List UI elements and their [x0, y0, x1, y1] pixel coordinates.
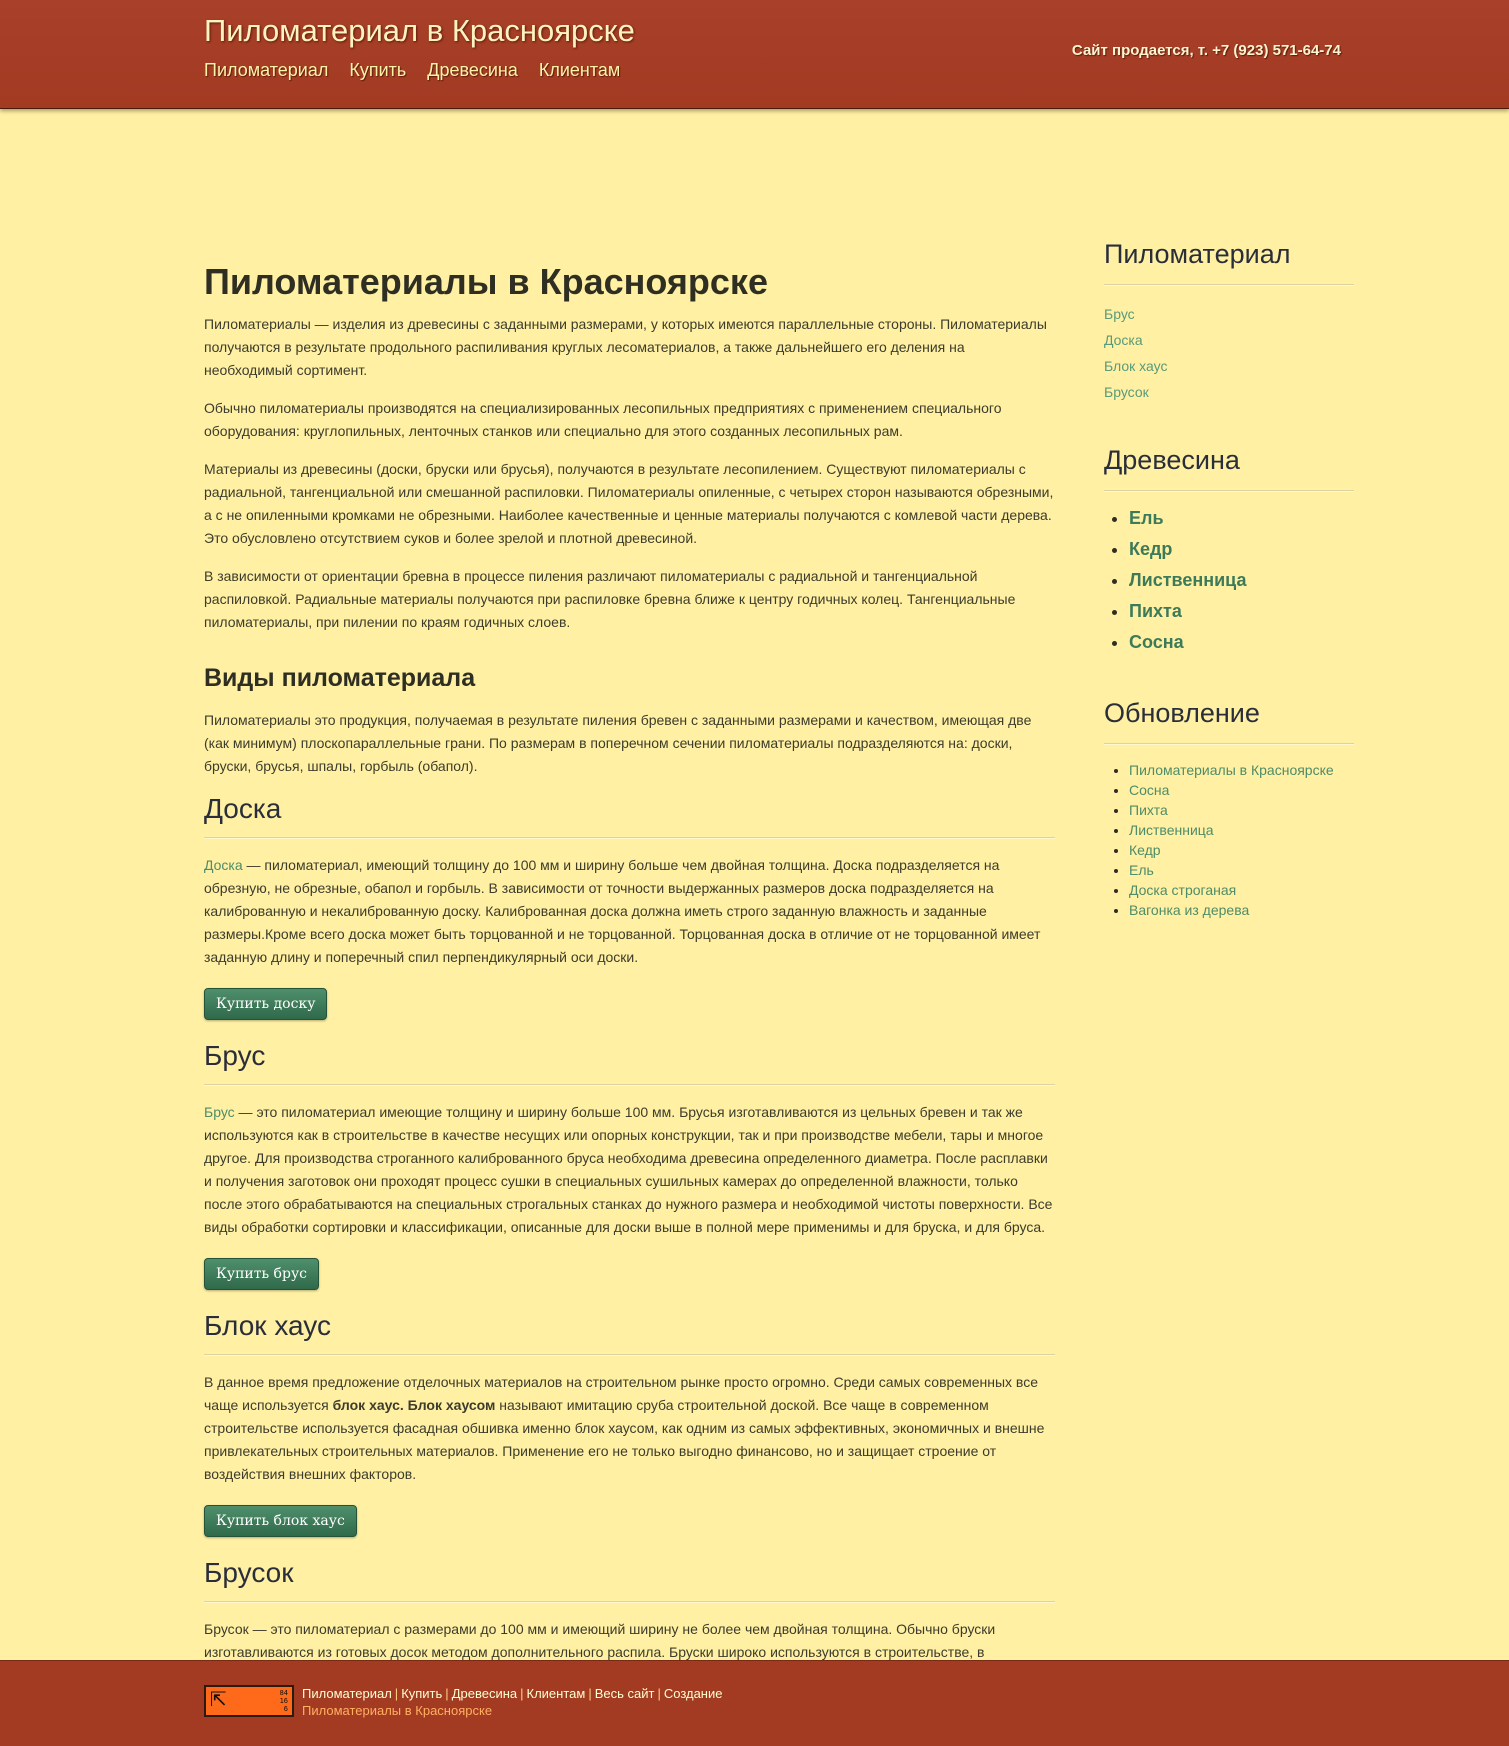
- list-item: [1129, 840, 1354, 860]
- buy-blockhouse-button[interactable]: Купить блок хаус: [204, 1505, 357, 1537]
- sidebar-updates-block: [1104, 698, 1354, 920]
- footer-separator: |: [445, 1686, 449, 1701]
- sidebar-updates-list: [1104, 760, 1354, 920]
- buy-doska-button[interactable]: Купить доску: [204, 988, 327, 1020]
- brus-link[interactable]: Брус: [204, 1104, 235, 1120]
- footer-links: [302, 1686, 722, 1701]
- sidebar-wood-block: [1104, 445, 1354, 658]
- sidebar-updates-title: Обновление: [1104, 698, 1354, 744]
- intro-paragraph: Пиломатериалы — изделия из древесины с заданными размерами, у которых имеются параллельные стороны. Пиломатериалы получаются в результате продольного распиливания круглых лесоматериалов, а также дальнейшего его деления на необходимый сортимент.: [204, 316, 1047, 378]
- types-heading: Виды пиломатериала: [204, 664, 476, 692]
- list-item: [1129, 596, 1354, 627]
- list-item: [1129, 503, 1354, 534]
- footer-link-sitemap[interactable]: Весь сайт: [594, 1686, 655, 1701]
- list-item: [1129, 565, 1354, 596]
- blockhouse-text-b: называют имитацию сруба строительной доской. Все чаще в современном строительстве используется фасадная обшивка именно блок хаусом, как одним из самых эффективных, экономичных и внешне привлекательных строительных материалов. Применение его не только выгодно финансово, но и защищает строение от воздействия внешних факторов.: [204, 1397, 1045, 1482]
- page-title: Пиломатериалы в Красноярске: [204, 261, 768, 302]
- footer-separator: |: [520, 1686, 524, 1701]
- nav-item-clients: [539, 60, 620, 81]
- main-content: [204, 239, 1055, 1744]
- sidebar-link-brusok[interactable]: Брусок: [1104, 384, 1149, 400]
- list-item: [1129, 760, 1354, 780]
- site-brand[interactable]: Пиломатериал в Красноярске: [204, 13, 635, 48]
- main-nav: [204, 60, 620, 81]
- footer-link-creation[interactable]: Создание: [663, 1686, 723, 1701]
- sidebar-lumber-list: [1104, 301, 1354, 405]
- list-item: [1129, 627, 1354, 658]
- nav-link-lumber[interactable]: Пиломатериал: [204, 60, 329, 80]
- logo-digits: 84 16 6: [279, 1689, 288, 1713]
- footer-link-buy[interactable]: Купить: [401, 1686, 443, 1701]
- list-item: [1129, 820, 1354, 840]
- update-link[interactable]: Вагонка из дерева: [1129, 902, 1250, 918]
- update-link[interactable]: Доска строганая: [1129, 882, 1237, 898]
- nav-item-wood: [427, 60, 518, 81]
- sidebar-lumber-title: Пиломатериал: [1104, 239, 1354, 285]
- arrow-up-left-icon: ⇱: [210, 1689, 227, 1711]
- update-link[interactable]: Пихта: [1129, 802, 1168, 818]
- list-item: [1129, 880, 1354, 900]
- footer-logo[interactable]: [204, 1685, 294, 1717]
- blockhouse-text-a: В данное время предложение отделочных материалов на строительном рынке просто огромно. Среди самых современных все чаще используется: [204, 1374, 1038, 1413]
- intro-paragraph: Материалы из древесины (доски, бруски или брусья), получаются в результате лесопилением. Существуют пиломатериалы с радиальной, тангенциальной или смешанной распиловки. Пиломатериалы опиленные, с четырех сторон называются обрезными, а с не опиленными кромками не обрезными. Наиболее качественные и ценные материалы получаются с комлевой части дерева. Это обусловлено отсутствием суков и более зрелой и плотной древесиной.: [204, 461, 1054, 546]
- sidebar: [1104, 239, 1354, 960]
- section-heading-brusok: Брусок: [204, 1557, 1055, 1602]
- update-link[interactable]: Лиственница: [1129, 822, 1214, 838]
- intro-paragraph: В зависимости от ориентации бревна в процессе пиления различают пиломатериалы с радиальной и тангенциальной распиловкой. Радиальные материалы получаются при распиловке бревна ближе к центру годичных колец. Тангенциальные пиломатериалы, при пилении по краям годичных слоев.: [204, 568, 1016, 630]
- list-item: [1129, 800, 1354, 820]
- doska-description: — пиломатериал, имеющий толщину до 100 мм и ширину больше чем двойная толщина. Доска подразделяется на обрезную, не обрезные, обапол и горбыль. В зависимости от точности выдержанных размеров доска подразделяется на калиброванную и некалиброванную доску. Калиброванная доска должна иметь строго заданную влажность и заданные размеры.Кроме всего доска может быть торцованной и не торцованной. Торцованная доска в отличие от не торцованной имеет заданную длину и поперечный спил перпендикулярный оси доски.: [204, 857, 1041, 965]
- site-for-sale-notice: Сайт продается, т. +7 (923) 571-64-74: [1071, 42, 1341, 59]
- section-text-doska: [204, 854, 1055, 969]
- list-item: [1104, 379, 1354, 405]
- footer-separator: |: [394, 1686, 399, 1701]
- types-paragraph: Пиломатериалы это продукция, получаемая в результате пиления бревен с заданными размерами и качеством, имеющая две (как минимум) плоскопараллельные грани. По размерам в поперечном сечении пиломатериалы подразделяются на: доски, бруски, брусья, шпалы, горбыль (обапол).: [204, 712, 1032, 774]
- nav-item-lumber: [204, 60, 328, 81]
- list-item: [1104, 353, 1354, 379]
- section-text-brus: [204, 1101, 1055, 1239]
- update-link[interactable]: Ель: [1129, 862, 1154, 878]
- doska-link[interactable]: Доска: [204, 857, 243, 873]
- sidebar-link-pikhta[interactable]: Пихта: [1129, 601, 1182, 621]
- section-heading-brus: Брус: [204, 1040, 1055, 1085]
- list-item: [1129, 900, 1354, 920]
- list-item: [1104, 301, 1354, 327]
- sidebar-link-brus[interactable]: Брус: [1104, 306, 1135, 322]
- buy-brus-button[interactable]: Купить брус: [204, 1258, 319, 1290]
- sidebar-wood-title: Древесина: [1104, 445, 1354, 491]
- nav-link-clients[interactable]: Клиентам: [538, 60, 621, 80]
- footer-link-lumber[interactable]: Пиломатериал: [302, 1686, 392, 1701]
- footer: [0, 1660, 1509, 1746]
- list-item: [1104, 327, 1354, 353]
- sidebar-wood-list: [1104, 503, 1354, 658]
- sidebar-link-doska[interactable]: Доска: [1104, 332, 1143, 348]
- list-item: [1129, 860, 1354, 880]
- brus-description: — это пиломатериал имеющие толщину и ширину больше 100 мм. Брусья изготавливаются из цельных бревен и так же используются как в строительстве в качестве несущих или опорных конструкции, так и при производстве мебели, тары и многое другое. Для производства строганного калиброванного бруса необходима древесина определенного диаметра. После расплавки и получения заготовок они проходят процесс сушки в специальных сушильных камерах до определенной влажности, только после этого обрабатываются на специальных строгальных станках до нужного размера и необходимой чистоты поверхности. Все виды обработки сортировки и классификации, описанные для доски выше в полной мере применимы и для бруска, и для бруса.: [204, 1104, 1053, 1235]
- blockhouse-bold: блок хаус. Блок хаусом: [332, 1397, 496, 1413]
- nav-link-wood[interactable]: Древесина: [427, 60, 518, 80]
- footer-separator: |: [657, 1686, 661, 1701]
- top-navbar: [0, 0, 1509, 109]
- list-item: [1129, 780, 1354, 800]
- section-heading-blockhouse: Блок хаус: [204, 1310, 1055, 1355]
- update-link[interactable]: Кедр: [1129, 842, 1161, 858]
- footer-link-clients[interactable]: Клиентам: [526, 1686, 586, 1701]
- footer-subtitle[interactable]: Пиломатериалы в Красноярске: [302, 1703, 493, 1718]
- footer-link-wood[interactable]: Древесина: [451, 1686, 518, 1701]
- sidebar-link-kedr[interactable]: Кедр: [1129, 539, 1173, 559]
- sidebar-link-blockhouse[interactable]: Блок хаус: [1104, 358, 1168, 374]
- intro-paragraph: Обычно пиломатериалы производятся на специализированных лесопильных предприятиях с применением специального оборудования: круглопильных, ленточных станков или специально для этого созданных лесопильных рам.: [204, 400, 1002, 439]
- sidebar-link-el[interactable]: Ель: [1129, 508, 1164, 528]
- update-link[interactable]: Сосна: [1129, 782, 1170, 798]
- nav-item-buy: [349, 60, 406, 81]
- sidebar-link-sosna[interactable]: Сосна: [1129, 632, 1184, 652]
- update-link[interactable]: Пиломатериалы в Красноярске: [1129, 762, 1334, 778]
- sidebar-lumber-block: [1104, 239, 1354, 405]
- section-text-brusok: Брусок — это пиломатериал с размерами до 100 мм и имеющий ширину не более чем двойная толщина. Обычно бруски изготавливаются из готовых досок методом дополнительного распила. Бруски широко используются в строительстве, в: [204, 1621, 996, 1660]
- footer-separator: |: [588, 1686, 592, 1701]
- sidebar-link-listvennitsa[interactable]: Лиственница: [1129, 570, 1247, 590]
- nav-link-buy[interactable]: Купить: [349, 60, 407, 80]
- list-item: [1129, 534, 1354, 565]
- section-text-blockhouse: [204, 1371, 1055, 1486]
- section-heading-doska: Доска: [204, 793, 1055, 838]
